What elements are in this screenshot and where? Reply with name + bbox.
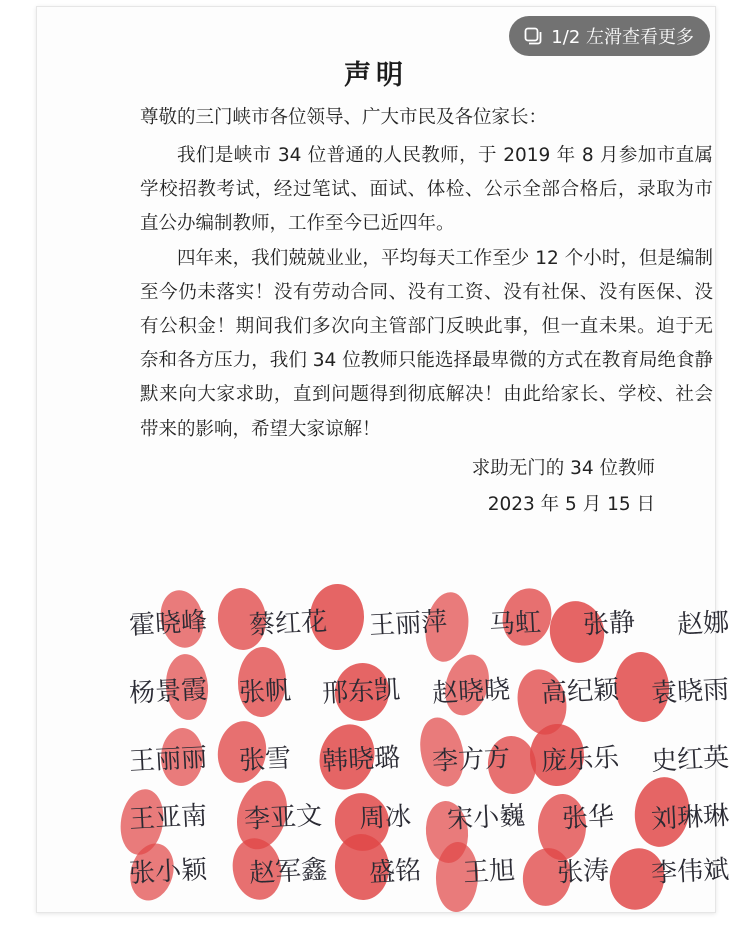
image-pager[interactable] [509, 16, 710, 56]
handwritten-name: 刘琳琳 [650, 800, 730, 836]
handwritten-name: 史红英 [650, 742, 730, 778]
signature-row-3 [129, 739, 729, 776]
handwritten-name: 马虹 [488, 607, 542, 641]
handwritten-name: 杨景霞 [128, 674, 208, 710]
handwritten-name: 邢东凯 [321, 674, 402, 710]
handwritten-name: 周冰 [357, 801, 412, 835]
salutation: 尊敬的三门峡市各位领导、广大市民及各位家长： [140, 107, 548, 128]
pager-text: 1/2 左滑查看更多 [551, 27, 694, 48]
handwritten-name: 李方方 [431, 742, 511, 778]
signature-row-2 [129, 671, 729, 708]
handwritten-name: 赵娜 [676, 607, 730, 641]
signature-row-1 [129, 603, 729, 640]
copy-icon [523, 26, 543, 46]
handwritten-name: 王旭 [462, 855, 516, 889]
handwritten-name: 庞乐乐 [540, 742, 621, 778]
handwritten-name: 李伟斌 [650, 854, 730, 890]
handwritten-name: 王丽丽 [128, 742, 208, 778]
handwritten-name: 张静 [582, 607, 636, 641]
handwritten-name: 赵军鑫 [248, 854, 328, 890]
handwritten-name: 王亚南 [128, 800, 208, 836]
handwritten-name: 盛铭 [368, 855, 422, 889]
handwritten-name: 高纪颖 [540, 674, 621, 710]
handwritten-name: 张帆 [237, 675, 292, 709]
handwritten-name: 张雪 [237, 743, 292, 777]
handwritten-name: 张小颖 [128, 854, 208, 890]
handwritten-name: 李亚文 [243, 800, 323, 836]
signature-row-4 [129, 797, 729, 834]
handwritten-name: 张华 [561, 801, 616, 835]
handwritten-name: 蔡红花 [248, 606, 328, 642]
handwritten-name: 袁晓雨 [650, 674, 730, 710]
handwritten-name: 赵晓晓 [431, 674, 511, 710]
handwritten-name: 王丽萍 [368, 606, 448, 642]
paragraph-2: 四年来，我们兢兢业业，平均每天工作至少 12 个小时，但是编制至今仍未落实！没有劳动合同、没有工资、没有社保、没有医保、没有公积金！期间我们多次向主管部门反映此事，但一直未果。迫于无奈和各方压力，我们 34 位教师只能选择最卑微的方式在教育局绝食静默来向大家求助，直到问题得到彻底解决！由此给家长、学校、社会带来的影响，希望大家谅解！ [140, 247, 713, 440]
document-photo [36, 6, 730, 913]
date-line: 2023 年 5 月 15 日 [487, 494, 655, 515]
paragraph-1: 我们是峡市 34 位普通的人民教师，于 2019 年 8 月参加市直属学校招教考试，经过笔试、面试、体检、公示全部合格后，录取为市直公办编制教师，工作至今已近四年。 [140, 145, 713, 235]
handwritten-name: 宋小巍 [446, 800, 527, 836]
signature-row-5 [129, 851, 729, 888]
handwritten-name: 张涛 [556, 855, 610, 889]
handwritten-name: 霍晓峰 [128, 606, 208, 642]
handwritten-name: 韩晓璐 [321, 742, 402, 778]
page-title: 声明 [344, 60, 408, 91]
signature-line: 求助无门的 34 位教师 [471, 458, 655, 479]
